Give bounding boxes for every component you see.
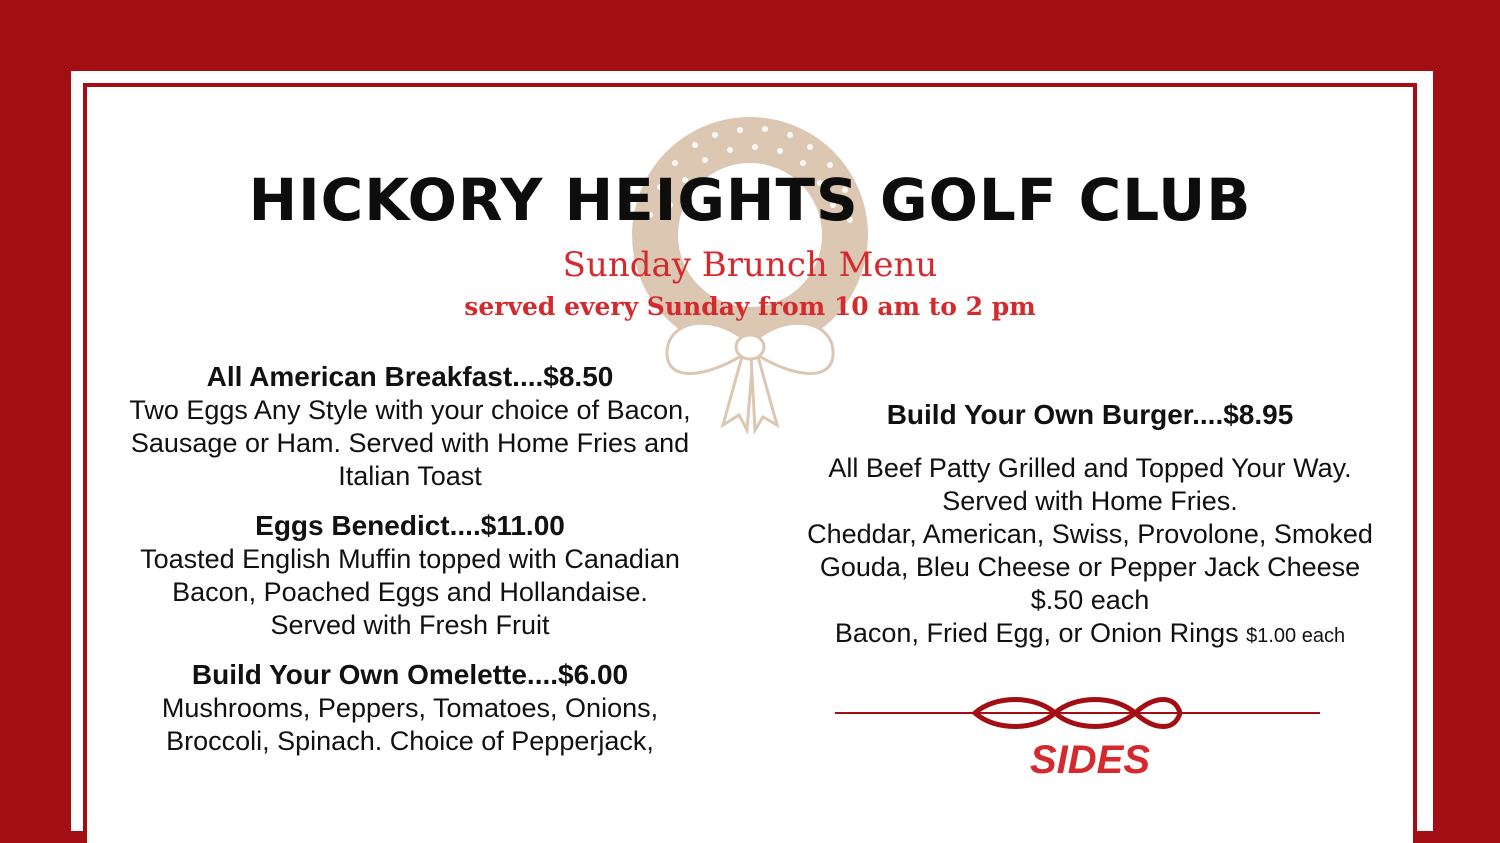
menu-item <box>100 658 720 758</box>
right-menu-column <box>790 398 1390 653</box>
menu-item-desc-line: Two Eggs Any Style with your choice of Bacon, <box>129 395 691 425</box>
sides-heading: SIDES <box>1029 738 1151 782</box>
ornament-divider-icon <box>835 693 1320 733</box>
menu-item-desc-line: Cheddar, American, Swiss, Provolone, Smoked <box>807 519 1373 549</box>
menu-item <box>100 509 720 642</box>
menu-item-desc-line: Sausage or Ham. Served with Home Fries and <box>130 428 690 458</box>
menu-item-title: Build Your Own Burger....$8.95 <box>886 399 1294 430</box>
menu-item-desc-line: Italian Toast <box>338 461 482 491</box>
menu-item-desc-line: $.50 each <box>1030 585 1150 615</box>
menu-item-title: Build Your Own Omelette....$6.00 <box>191 659 629 690</box>
menu-item-desc-line: Gouda, Bleu Cheese or Pepper Jack Cheese <box>819 552 1361 582</box>
menu-item-title: Eggs Benedict....$11.00 <box>255 510 565 541</box>
spacer <box>790 432 1390 452</box>
menu-item-desc-line: Mushrooms, Peppers, Tomatoes, Onions, <box>161 693 659 723</box>
menu-item-desc-line: Bacon, Poached Eggs and Hollandaise. <box>172 577 648 607</box>
menu-item-desc-line: Broccoli, Spinach. Choice of Pepperjack, <box>166 726 654 756</box>
menu-item-desc-line: Served with Home Fries. <box>942 486 1238 516</box>
serving-hours: served every Sunday from 10 am to 2 pm <box>464 292 1036 321</box>
menu-item-desc-line: Served with Fresh Fruit <box>270 610 550 640</box>
toppings-text: Bacon, Fried Egg, or Onion Rings <box>834 618 1239 648</box>
toppings-price: $1.00 each <box>1246 625 1346 647</box>
page-title: HICKORY HEIGHTS GOLF CLUB <box>248 166 1252 234</box>
left-menu-column <box>100 360 720 774</box>
menu-item <box>100 360 720 493</box>
menu-item-desc-line: Toasted English Muffin topped with Canadian <box>140 544 680 574</box>
menu-item-desc-line <box>790 617 1390 653</box>
menu-subtitle: Sunday Brunch Menu <box>562 245 938 285</box>
menu-item-title: All American Breakfast....$8.50 <box>206 361 614 392</box>
menu-item-desc-line: All Beef Patty Grilled and Topped Your Way. <box>828 453 1352 483</box>
